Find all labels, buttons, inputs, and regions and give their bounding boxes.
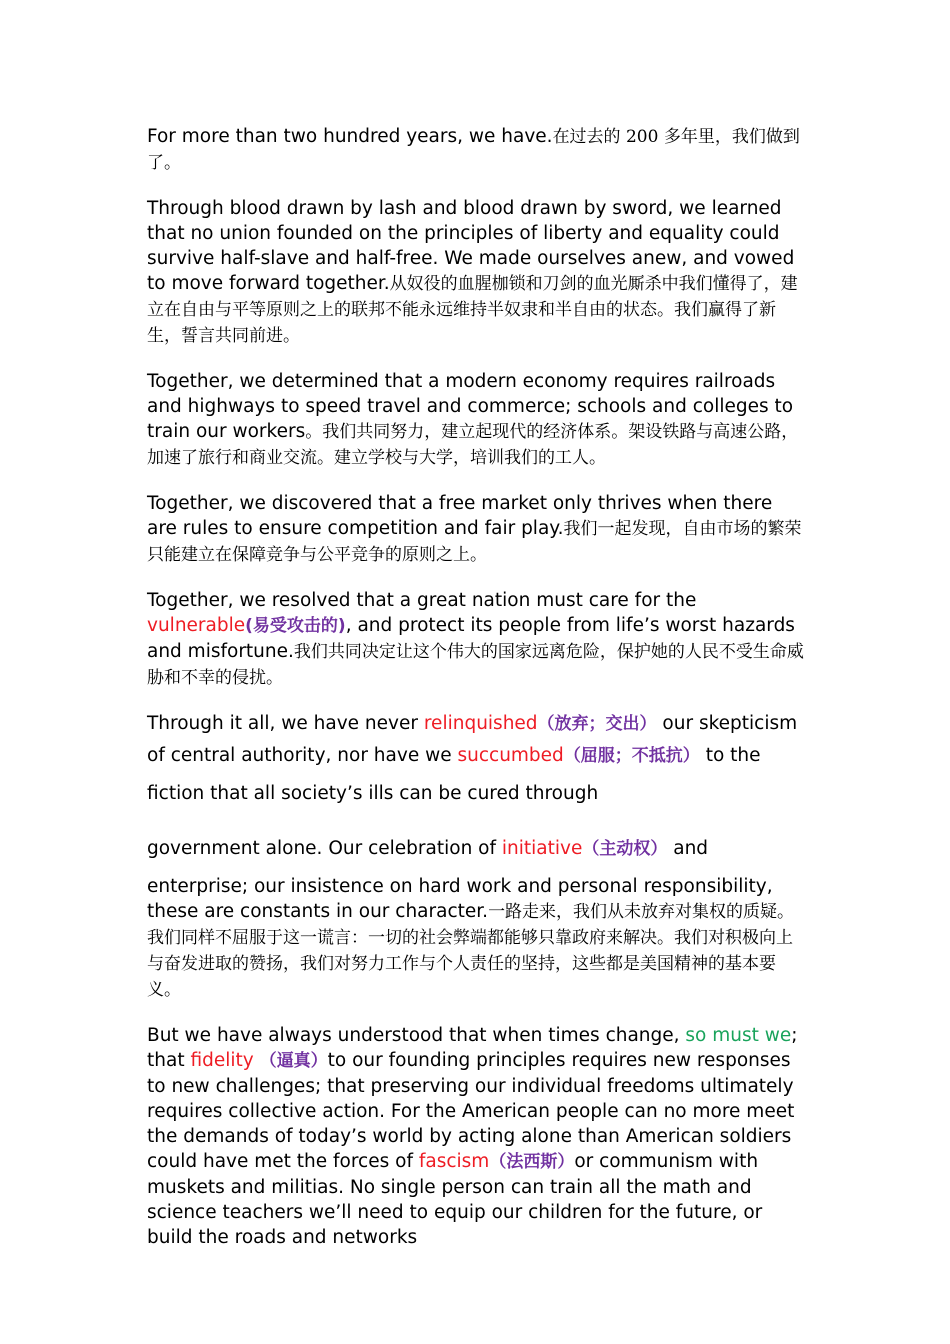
paragraph-6 — [147, 711, 807, 813]
vocab-gloss: （法西斯） — [489, 1152, 575, 1172]
english-text: Together, we determined that a modern economy requires railroads and highways to speed travel and commerce; schools and colleges to train our workers — [147, 371, 794, 442]
vocab-gloss: （逼真） — [253, 1051, 328, 1071]
paragraph-2 — [147, 196, 807, 349]
paragraph-6-end — [147, 874, 807, 1003]
chinese-text: 在过去的 200 多年里，我们做到了。 — [147, 127, 800, 173]
english-text: Together, we resolved that a great nation must care for the — [147, 590, 697, 611]
english-text: Through blood drawn by lash and blood drawn by sword, we learned that no union founded on the principles of liberty and equality could survive half-slave and half-free. We made ourselves anew, and vowed to move forward together. — [147, 198, 795, 294]
english-text: our skepticism of central authority, nor have we — [147, 713, 798, 766]
chinese-text: 我们共同决定让这个伟大的国家远离危险，保护她的人民不受生命威胁和不幸的侵扰。 — [147, 642, 804, 688]
english-text: Through it all, we have never — [147, 713, 424, 734]
paragraph-5 — [147, 588, 807, 691]
vocab-gloss: （主动权） — [582, 839, 668, 859]
english-text: government alone. Our celebration of — [147, 838, 502, 859]
english-text: to the fiction that all society’s ills can be cured through — [147, 745, 761, 804]
english-text: to our founding principles requires new responses to new challenges; that preserving our individual freedoms ultimately requires collective action. For the American people can no more meet the demands of today’s world by acting alone than American soldiers could have met the forces of — [147, 1050, 795, 1172]
highlight-phrase: so must we — [685, 1025, 792, 1046]
paragraph-3 — [147, 369, 807, 471]
english-text: Together, we discovered that a free market only thrives when there are rules to ensure competition and fair play. — [147, 493, 773, 539]
paragraph-6-continued — [147, 824, 807, 874]
vocab-gloss: （放弃；交出） — [537, 714, 657, 734]
vocab-word: relinquished — [423, 713, 538, 734]
chinese-text: 一路走来，我们从未放弃对集权的质疑。我们同样不屈服于这一谎言：一切的社会弊端都能够只靠政府来解决。我们对积极向上与奋发进取的赞扬，我们对努力工作与个人责任的坚持，这些都是美国精神的基本要义。 — [147, 902, 795, 1000]
paragraph-4 — [147, 491, 807, 568]
document-body — [147, 124, 807, 1270]
english-text: For more than two hundred years, we have. — [147, 126, 553, 147]
vocab-word: succumbed — [457, 745, 564, 766]
vocab-word: vulnerable — [147, 615, 246, 636]
vocab-gloss: （屈服；不抵抗） — [563, 746, 700, 766]
paragraph-1 — [147, 124, 807, 176]
paragraph-7 — [147, 1023, 807, 1250]
vocab-word: fascism — [418, 1151, 490, 1172]
english-text: or communism with muskets and militias. No single person can train all the math and science teachers we’ll need to equip our children for the future, or build the roads and networks — [147, 1151, 763, 1248]
vocab-gloss: (易受攻击的) — [245, 616, 346, 636]
english-text: and — [667, 838, 709, 859]
vocab-word: fidelity — [190, 1050, 254, 1071]
english-text: ; that — [147, 1025, 798, 1071]
english-text: But we have always understood that when times change, — [147, 1025, 686, 1046]
chinese-text: 。我们共同努力，建立起现代的经济体系。架设铁路与高速公路，加速了旅行和商业交流。建立学校与大学，培训我们的工人。 — [147, 422, 799, 468]
chinese-text: 我们一起发现，自由市场的繁荣只能建立在保障竞争与公平竞争的原则之上。 — [147, 519, 802, 565]
english-text: , and protect its people from life’s worst hazards and misfortune. — [147, 615, 795, 662]
chinese-text: 从奴役的血腥枷锁和刀剑的血光厮杀中我们懂得了，建立在自由与平等原则之上的联邦不能永远维持半奴隶和半自由的状态。我们赢得了新生，誓言共同前进。 — [147, 274, 798, 346]
vocab-word: initiative — [501, 838, 583, 859]
english-text: enterprise; our insistence on hard work and personal responsibility, these are constants in our character. — [147, 876, 773, 922]
